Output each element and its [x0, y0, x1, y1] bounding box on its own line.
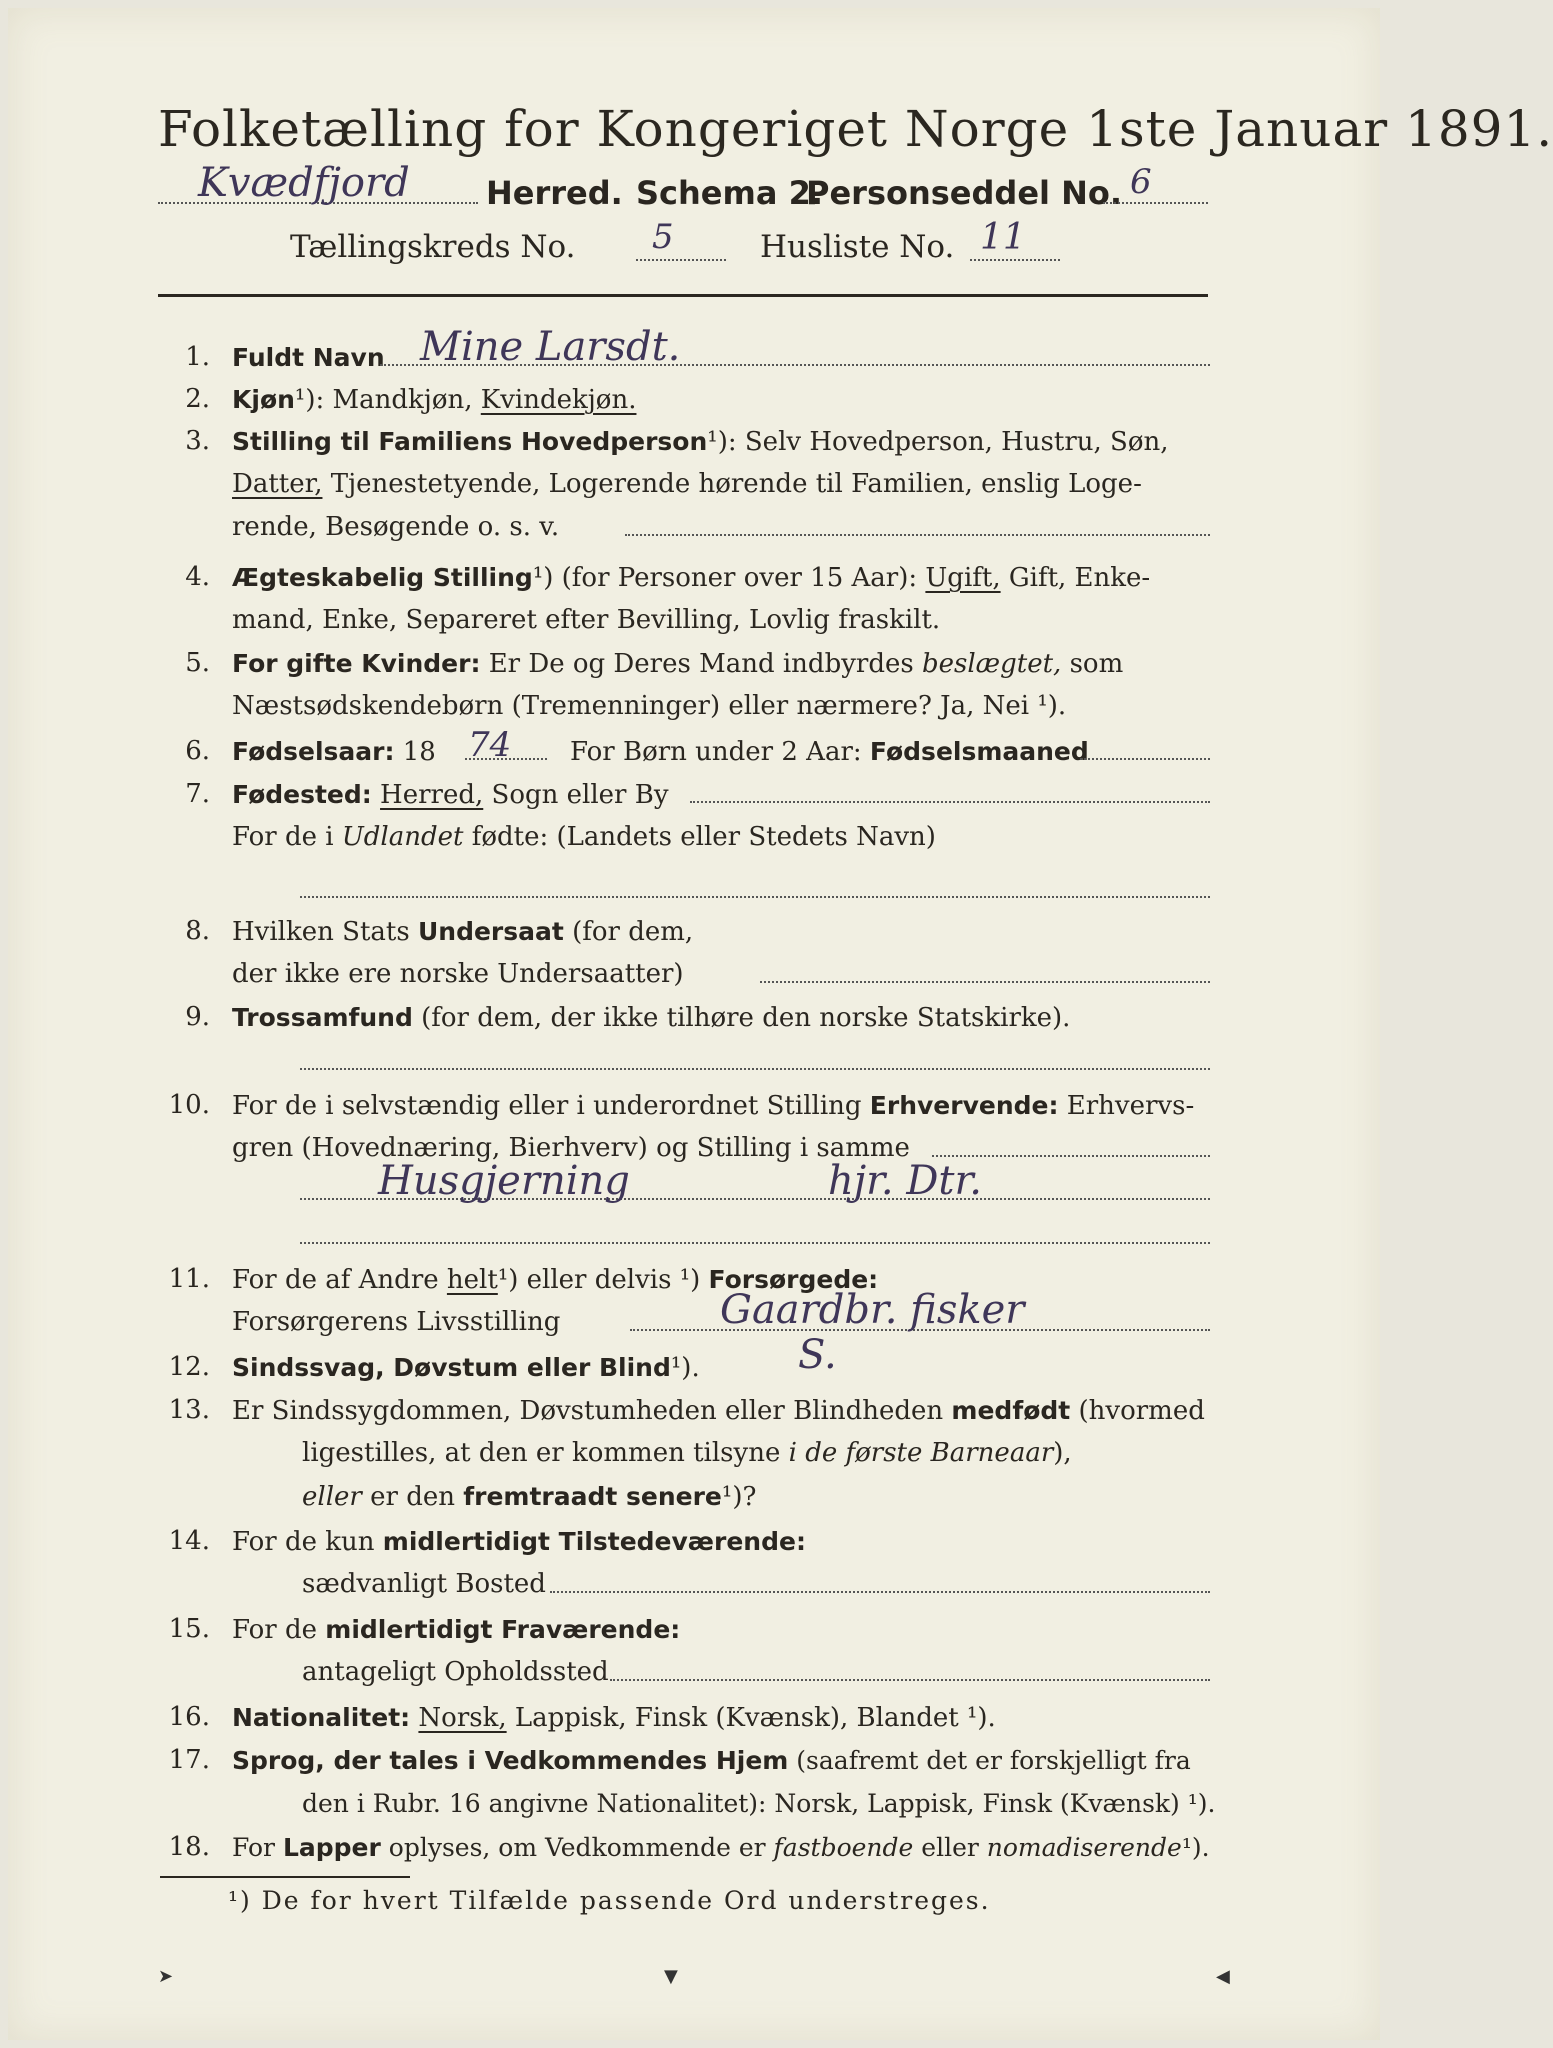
q16-answer-underlined: Norsk,: [418, 1703, 507, 1733]
registration-mark-center: ▼: [664, 1966, 678, 1987]
kreds-value: 5: [652, 217, 674, 257]
husliste-label: Husliste No.: [760, 229, 955, 265]
q6-answer: 74: [468, 725, 512, 765]
q4-answer-underlined: Ugift,: [925, 563, 1001, 593]
husliste-value: 11: [980, 217, 1026, 258]
registration-mark-right: ◀: [1216, 1966, 1230, 1987]
q11-answer: Gaardbr. fisker: [720, 1287, 1025, 1333]
registration-mark-left: ➤: [158, 1966, 174, 1987]
kreds-label: Tællingskreds No.: [290, 229, 576, 265]
q3-answer-underlined: Datter,: [232, 469, 323, 499]
q1-number: 1.: [185, 342, 210, 372]
q10-answer-occupation: Husgjerning: [378, 1158, 630, 1204]
q1-label: Fuldt Navn: [232, 343, 385, 372]
q1-answer: Mine Larsdt.: [420, 324, 681, 370]
census-form-sheet: Folketælling for Kongeriget Norge 1ste Januar 1891. Kvædfjord Herred. Schema 2. Personseddel No. 6 Tællingskreds No. 5 Husliste No. 11 1. Fuldt Navn Mine Larsdt. 2. Kjøn¹): Mandkjøn, Kvindekjøn. 3. Stilling til Familiens Hovedperson¹): Selv Hovedperson, Hustru, Søn, Datter, Tjenestetyende, Logerende hørende til Familien, enslig Loge- rende, Besøgende o. s. v. 4. Ægteskabelig Stilling¹) (for Personer over 15 Aar): Ugift, Gift, Enke- mand, Enke, Separeret efter Bevilling, Lovlig fraskilt. 5. For gifte Kvinder: Er De og Deres Mand indbyrdes beslægtet, som Næstsødskendebørn (Tremenninger) eller nærmere? Ja, Nei ¹). 6. Fødselsaar: 18 74 For Børn under 2 Aar: Fødselsmaaned 7. Fødested: Herred, Sogn eller By For de i Udlandet fødte: (Landets eller Stedets Navn) 8. Hvilken Stats Undersaat (for dem, der ikke ere norske Undersaatter) 9. Trossamfund (for dem, der ikke tilhøre den norske Statskirke). 10. For de i selvstændig eller i underordnet Stilling Erhvervende: Erhvervs- gren (Hovednæring, Bierhverv) og Stilling i samme Husgjerning hjr. Dtr. 11. For de af Andre helt¹) eller delvis ¹) Forsørgede: Forsørgerens Livsstilling Gaardbr. fisker 12. Sindssvag, Døvstum eller Blind¹). S. 13. Er Sindssygdommen, Døvstumheden eller Blindheden medfødt (hvormed ligestilles, at den er kommen tilsyne i de første Barneaar), eller er den fremtraadt senere¹)? 14. For de kun midlertidigt Tilstedeværende: sædvanligt Bosted 15. For de midlertidigt Fraværende: antageligt Opholdssted 16. Nationalitet: Norsk, Lappisk, Finsk (Kvænsk), Blandet ¹). 17. Sprog, der tales i Vedkommendes Hjem (saafremt det er forskjelligt fra den i Rubr. 16 angivne Nationalitet): Norsk, Lappisk, Finsk (Kvænsk) ¹). 18. For Lapper oplyses, om Vedkommende er fastboende eller nomadiserende¹). ¹) De for hvert Tilfælde passende Ord understreges. ➤ ▼ ◀: [8, 8, 1380, 2040]
q10-answer-position: hjr. Dtr.: [828, 1158, 982, 1204]
q7-answer-underlined: Herred,: [380, 780, 484, 810]
q2-answer-underlined: Kvindekjøn.: [480, 385, 637, 415]
header-line-2: [158, 217, 1218, 269]
question-1: [160, 324, 1210, 381]
schema-label: Schema 2.: [636, 174, 823, 212]
form-title: Folketælling for Kongeriget Norge 1ste Januar 1891.: [158, 100, 1553, 158]
footnote-divider: [160, 1876, 410, 1878]
header-line-1: [158, 160, 1218, 214]
herred-value: Kvædfjord: [198, 160, 410, 206]
header-divider: [158, 294, 1208, 297]
personseddel-label: Personseddel No.: [806, 174, 1123, 212]
personseddel-value: 6: [1130, 162, 1152, 202]
footnote: ¹) De for hvert Tilfælde passende Ord understreges.: [228, 1886, 991, 1915]
q11-answer-underlined: helt: [446, 1265, 498, 1295]
q12-answer: S.: [798, 1332, 837, 1378]
question-6: 6. Fødselsaar: 18 74 For Børn under 2 Aar: Fødselsmaaned: [160, 730, 1210, 775]
herred-label: Herred.: [486, 174, 623, 212]
